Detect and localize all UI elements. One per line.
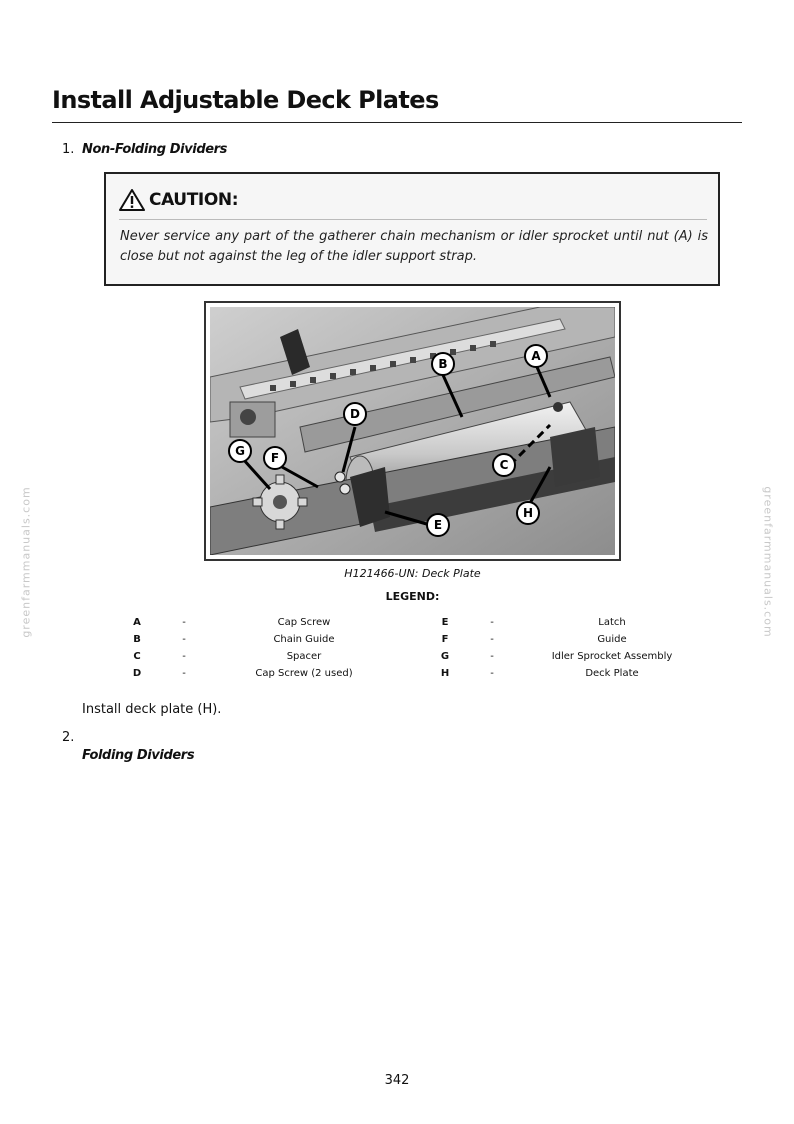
legend-key: H (440, 668, 450, 679)
legend-title: LEGEND: (385, 590, 440, 603)
step-1-number: 1. (62, 142, 75, 157)
callout-c (493, 454, 515, 476)
callout-d-label: D (350, 407, 360, 421)
legend-value: Idler Sprocket Assembly (551, 651, 673, 662)
legend-value: Cap Screw (2 used) (255, 668, 353, 679)
legend-key: D (132, 668, 142, 679)
callout-a (525, 345, 547, 367)
legend-row (112, 617, 702, 634)
legend-dash: - (182, 651, 186, 662)
deck-plate-figure (204, 301, 621, 561)
callout-b-label: B (438, 357, 448, 371)
caution-header (119, 188, 238, 212)
legend-value: Latch (598, 617, 626, 628)
legend-row (112, 668, 702, 685)
legend-dash: - (490, 634, 494, 645)
legend-row (112, 651, 702, 668)
legend-table (112, 617, 702, 685)
legend-key: C (133, 651, 141, 662)
legend-value: Cap Screw (277, 617, 331, 628)
legend-dash: - (490, 617, 494, 628)
callout-f (264, 447, 286, 469)
watermark-right: greenfarmmanuals.com (761, 486, 775, 638)
caution-label: CAUTION: (149, 190, 239, 210)
legend-dash: - (182, 634, 186, 645)
callout-e-label: E (433, 518, 443, 532)
legend-row (112, 634, 702, 651)
legend-key: A (133, 617, 141, 628)
figure-caption: H121466-UN: Deck Plate (344, 567, 481, 580)
instruction-text: Install deck plate (H). (82, 702, 222, 717)
legend-dash: - (182, 668, 186, 679)
deck-plate-illustration (210, 307, 615, 555)
warning-triangle-icon (119, 188, 145, 212)
legend-value: Deck Plate (585, 668, 639, 679)
callout-c-label: C (499, 458, 509, 472)
step-2-title: Folding Dividers (82, 748, 195, 763)
page-number: 342 (384, 1073, 410, 1088)
step-2-number: 2. (62, 730, 75, 745)
step-1-title: Non-Folding Dividers (82, 142, 228, 157)
title-divider (52, 122, 742, 123)
callout-d (344, 403, 366, 425)
watermark-left: greenfarmmanuals.com (19, 486, 33, 638)
page-title: Install Adjustable Deck Plates (52, 86, 439, 114)
callout-b (432, 353, 454, 375)
legend-dash: - (182, 617, 186, 628)
callout-g (229, 440, 251, 462)
callout-f-label: F (270, 451, 280, 465)
legend-value: Spacer (286, 651, 322, 662)
step-1 (62, 142, 227, 157)
legend-key: G (440, 651, 450, 662)
legend-dash: - (490, 651, 494, 662)
legend-key: B (133, 634, 141, 645)
legend-value: Guide (597, 634, 627, 645)
caution-divider (119, 219, 707, 220)
legend-key: E (441, 617, 449, 628)
legend-value: Chain Guide (273, 634, 335, 645)
caution-text: Never service any part of the gatherer chain mechanism or idler sprocket until nut (A) is close but not against the leg of the idler support strap. (120, 229, 708, 264)
legend-key: F (441, 634, 449, 645)
caution-box (104, 172, 720, 286)
legend-dash: - (490, 668, 494, 679)
callout-h (517, 502, 539, 524)
callout-e (427, 514, 449, 536)
callout-h-label: H (522, 506, 534, 520)
callout-g-label: G (235, 444, 245, 458)
callout-a-label: A (531, 349, 541, 363)
